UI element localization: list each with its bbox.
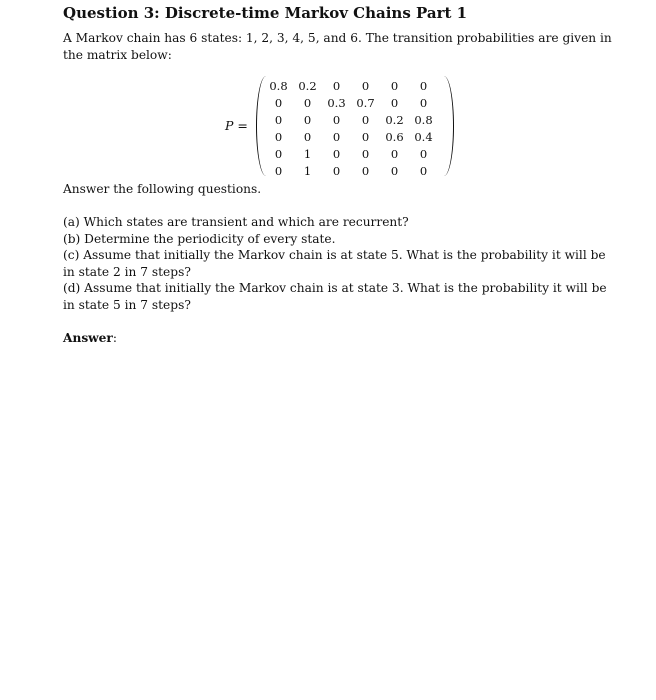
matrix-cell: 0 xyxy=(303,95,312,110)
question-list xyxy=(63,214,615,313)
question-a: (a) Which states are transient and which are recurrent? xyxy=(63,215,409,229)
question-c: (c) Assume that initially the Markov chain is at state 5. What is the probability it will be in state 2 in 7 steps? xyxy=(63,248,606,279)
matrix-table xyxy=(264,77,438,179)
matrix-row xyxy=(264,162,438,179)
matrix-cell: 0.8 xyxy=(414,112,433,127)
matrix-cell: 0.8 xyxy=(269,78,288,93)
matrix-cell: 0 xyxy=(332,112,341,127)
matrix-cell: 0 xyxy=(390,146,399,161)
matrix-cell: 1 xyxy=(303,146,312,161)
question-b: (b) Determine the periodicity of every state. xyxy=(63,231,336,246)
answer-prompt: Answer the following questions. xyxy=(63,182,262,196)
matrix-cell: 0 xyxy=(274,163,283,178)
intro-paragraph: A Markov chain has 6 states: 1, 2, 3, 4, 5, and 6. The transition probabilities are given in the matrix below: xyxy=(63,31,612,62)
matrix-cell: 0 xyxy=(419,163,428,178)
matrix-cell: 0.2 xyxy=(385,112,404,127)
matrix-cell: 0 xyxy=(274,95,283,110)
answer-colon: : xyxy=(112,331,117,345)
matrix-cell: 0.2 xyxy=(298,78,317,93)
matrix-cell: 0 xyxy=(419,95,428,110)
matrix-cell: 0 xyxy=(361,129,370,144)
matrix-cell: 0 xyxy=(332,146,341,161)
matrix-label: P = xyxy=(225,118,248,133)
answer-label: Answer xyxy=(63,331,113,345)
matrix-cell: 0 xyxy=(274,146,283,161)
matrix-cell: 0 xyxy=(361,78,370,93)
transition-matrix xyxy=(222,76,452,180)
matrix-row xyxy=(264,94,438,111)
matrix-cell: 0 xyxy=(332,163,341,178)
matrix-cell: 0 xyxy=(303,112,312,127)
question-d: (d) Assume that initially the Markov chain is at state 3. What is the probability it will be in state 5 in 7 steps? xyxy=(63,281,607,312)
matrix-cell: 0 xyxy=(361,112,370,127)
matrix-cell: 0 xyxy=(390,163,399,178)
matrix-cell: 0 xyxy=(303,129,312,144)
matrix-cell: 0 xyxy=(361,146,370,161)
matrix-cell: 0.7 xyxy=(356,95,375,110)
matrix-cell: 0 xyxy=(361,163,370,178)
matrix-cell: 0 xyxy=(390,95,399,110)
matrix-cell: 0 xyxy=(274,112,283,127)
matrix-cell: 0.4 xyxy=(414,129,433,144)
matrix-cell: 0 xyxy=(332,129,341,144)
answer-heading xyxy=(63,331,117,345)
matrix-cell: 0.3 xyxy=(327,95,346,110)
matrix-row xyxy=(264,111,438,128)
matrix-row xyxy=(264,128,438,145)
matrix-cell: 0.6 xyxy=(385,129,404,144)
matrix-cell: 0 xyxy=(419,146,428,161)
matrix-row xyxy=(264,77,438,94)
matrix-cell: 0 xyxy=(332,78,341,93)
matrix-cell: 0 xyxy=(419,78,428,93)
matrix-cell: 1 xyxy=(303,163,312,178)
matrix-cell: 0 xyxy=(274,129,283,144)
question-title: Question 3: Discrete-time Markov Chains Part 1 xyxy=(63,4,468,22)
matrix-row xyxy=(264,145,438,162)
matrix-cell: 0 xyxy=(390,78,399,93)
right-parenthesis xyxy=(443,76,454,176)
